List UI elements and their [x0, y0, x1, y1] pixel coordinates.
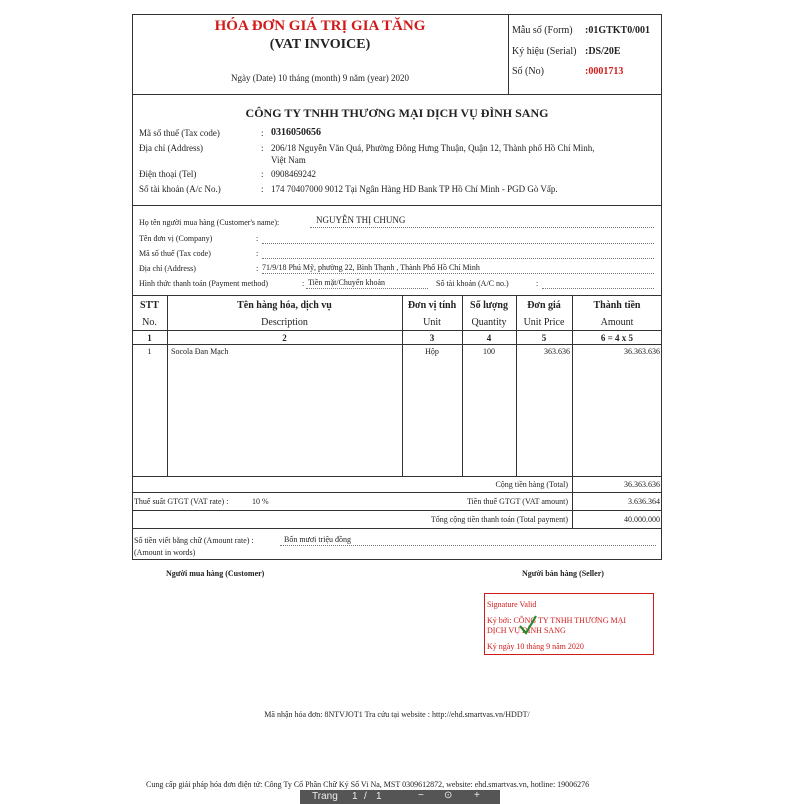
- zoom-in-button[interactable]: +: [474, 790, 480, 801]
- buyer-name-value: NGUYỄN THỊ CHUNG: [316, 215, 406, 225]
- vat-amount-value: 3.636.364: [628, 497, 660, 506]
- buyer-tax-label: Mã số thuế (Tax code): [139, 249, 211, 258]
- seller-address-line1: 206/18 Nguyễn Văn Quá, Phường Đông Hưng Thuận, Quận 12, Thành phố Hồ Chí Minh,: [271, 143, 595, 153]
- seller-address-line2: Việt Nam: [271, 155, 306, 165]
- subtotal-value: 36.363.636: [624, 480, 660, 489]
- item-description: Socola Đan Mạch: [171, 347, 229, 356]
- vat-rate-value: 10 %: [252, 497, 269, 506]
- table-top-border: [132, 295, 662, 296]
- invoice-number: :0001713: [585, 66, 624, 77]
- page-total: 1: [376, 791, 382, 802]
- page-label: Trang: [312, 791, 338, 802]
- signature-valid: Signature Valid: [487, 600, 537, 609]
- seller-phone-value: 0908469242: [271, 169, 316, 179]
- page-current-input[interactable]: 1: [352, 791, 358, 802]
- buyer-address-value: 71/9/18 Phú Mỹ, phường 22, Bình Thạnh , Thành Phố Hồ Chí Minh: [262, 263, 480, 272]
- vat-rate-label: Thuế suất GTGT (VAT rate) :: [134, 497, 229, 506]
- amount-words-value: Bốn mươi triệu đồng: [284, 535, 352, 544]
- form-value: :01GTKT0/001: [585, 25, 651, 36]
- buyer-signature-label: Người mua hàng (Customer): [166, 569, 265, 578]
- buyer-address-label: Địa chỉ (Address): [139, 264, 196, 273]
- pdf-viewer-toolbar: Trang 1 / 1 − ⊙ +: [300, 790, 500, 804]
- signature-date: Ký ngày 10 tháng 9 năm 2020: [487, 642, 584, 651]
- col-header-quantity: Số lượng: [470, 300, 508, 311]
- form-label: Mẫu số (Form): [512, 25, 573, 36]
- number-label: Số (No): [512, 66, 544, 77]
- seller-separator: [132, 205, 662, 206]
- total-label: Tổng cộng tiền thanh toán (Total payment): [430, 515, 568, 524]
- zoom-reset-icon[interactable]: ⊙: [444, 790, 453, 801]
- seller-address-label: Địa chỉ (Address): [139, 143, 203, 153]
- provider-line: Cung cấp giải pháp hóa đơn điện tử: Công Ty Cổ Phần Chữ Ký Số Vi Na, MST 0309612872, website: ehd.smartvas.vn, hotline: 19006276: [146, 780, 590, 789]
- signature-signer: Ký bởi: CÔNG TY TNHH THƯƠNG MẠI: [487, 616, 627, 625]
- serial-value: :DS/20E: [585, 46, 621, 57]
- buyer-account-label: Số tài khoản (A/C no.): [436, 279, 509, 288]
- seller-tax-label: Mã số thuế (Tax code): [139, 128, 220, 138]
- col-header-no: STT: [140, 300, 159, 311]
- invoice-subtitle: (VAT INVOICE): [269, 37, 371, 52]
- payment-method-label: Hình thức thanh toán (Payment method): [139, 279, 268, 288]
- serial-label: Ký hiệu (Serial): [512, 46, 577, 57]
- vat-amount-label: Tiền thuế GTGT (VAT amount): [466, 497, 568, 506]
- total-value: 40.000.000: [624, 515, 660, 524]
- col-header-amount: Thành tiền: [593, 300, 641, 311]
- seller-company: CÔNG TY TNHH THƯƠNG MẠI DỊCH VỤ ĐÌNH SANG: [245, 106, 549, 120]
- col-header-description: Tên hàng hóa, dịch vụ: [237, 300, 332, 311]
- col-header-unit-price: Đơn giá: [527, 300, 561, 311]
- seller-account-label: Số tài khoản (A/c No.): [139, 184, 221, 194]
- buyer-name-label: Họ tên người mua hàng (Customer's name):: [139, 218, 280, 227]
- seller-account-value: 174 70407000 9012 Tại Ngân Hàng HD Bank TP Hồ Chí Minh - PGD Gò Vấp.: [271, 184, 558, 194]
- header-divider: [508, 14, 509, 94]
- checkmark-icon: [518, 614, 538, 636]
- buyer-company-label: Tên đơn vị (Company): [139, 234, 213, 243]
- amount-words-label: Số tiền viết bằng chữ (Amount rate) :: [134, 536, 254, 545]
- invoice-date: Ngày (Date) 10 tháng (month) 9 năm (year) 2020: [231, 73, 409, 83]
- subtotal-label: Cộng tiền hàng (Total): [495, 480, 568, 489]
- zoom-out-button[interactable]: −: [418, 790, 424, 801]
- seller-signature-label: Người bán hàng (Seller): [522, 569, 604, 578]
- seller-phone-label: Điện thoại (Tel): [139, 169, 197, 179]
- seller-tax-value: 0316050656: [271, 127, 321, 138]
- invoice-title: HÓA ĐƠN GIÁ TRỊ GIA TĂNG: [214, 18, 426, 34]
- payment-method-value: Tiền mặt/Chuyển khoản: [308, 278, 386, 287]
- header-separator: [132, 94, 662, 95]
- lookup-code-line: Mã nhận hóa đơn: 8NTVJOT1 Tra cứu tại website : http://ehd.smartvas.vn/HDDT/: [264, 710, 530, 719]
- col-header-unit: Đơn vị tính: [407, 300, 457, 311]
